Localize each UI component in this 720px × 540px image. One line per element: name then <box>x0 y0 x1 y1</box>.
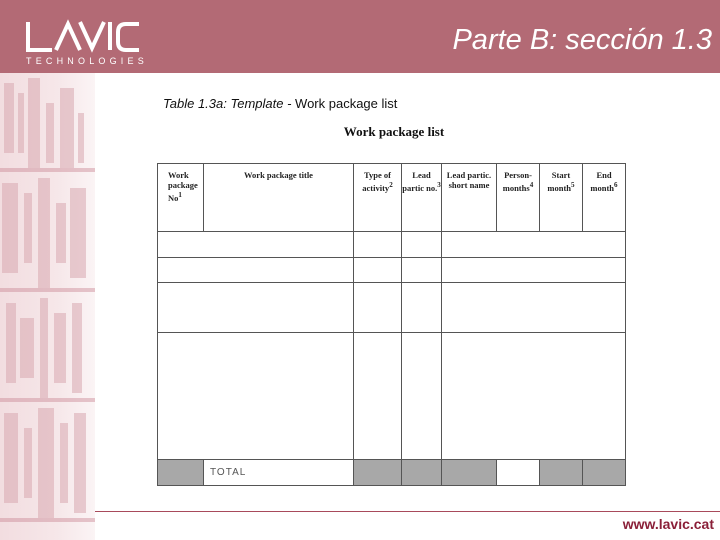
lavic-logo <box>22 18 152 70</box>
slide-title: Parte B: sección 1.3 <box>452 24 712 56</box>
caption-text: Work package list <box>295 96 398 111</box>
table-cell[interactable] <box>354 283 402 333</box>
col-header-start-month: Start month$^5$ <box>540 164 583 232</box>
table-cell[interactable] <box>158 258 354 283</box>
work-package-table <box>157 163 626 486</box>
table-cell[interactable] <box>158 232 354 258</box>
table-cell[interactable] <box>442 232 626 258</box>
col-header-wp-no: Work package No$^1$ <box>158 164 204 232</box>
col-header-wp-title: Work package title <box>204 164 354 232</box>
table-row <box>158 232 626 258</box>
total-shaded-cell <box>158 460 204 486</box>
total-person-months-cell[interactable] <box>497 460 540 486</box>
lavic-logo-mark <box>22 18 142 54</box>
total-label: TOTAL <box>204 460 354 486</box>
table-heading-text: Work package list <box>343 124 445 139</box>
col-header-end-month: End month$^6$ <box>583 164 626 232</box>
total-shaded-cell <box>540 460 583 486</box>
footer-divider <box>95 511 720 512</box>
table-cell[interactable] <box>402 283 442 333</box>
col-header-activity-type: Type of activity$^2$ <box>354 164 402 232</box>
total-shaded-cell <box>583 460 626 486</box>
total-shaded-cell <box>402 460 442 486</box>
table-total-row <box>158 460 626 486</box>
slide-header <box>0 0 720 73</box>
table-header-row <box>158 164 626 232</box>
table-cell[interactable] <box>402 232 442 258</box>
table-cell[interactable] <box>158 333 354 460</box>
logo-subtext: TECHNOLOGIES <box>26 56 148 66</box>
table-cell[interactable] <box>442 333 626 460</box>
total-shaded-cell <box>442 460 497 486</box>
table-cell[interactable] <box>354 232 402 258</box>
footer-url[interactable]: www.lavic.cat <box>622 516 714 532</box>
table-caption <box>163 96 397 111</box>
table-cell[interactable] <box>354 333 402 460</box>
table-cell[interactable] <box>442 258 626 283</box>
col-header-lead-partic-no: Lead partic no.$^3$ <box>402 164 442 232</box>
table-cell[interactable] <box>158 283 354 333</box>
table-row <box>158 283 626 333</box>
caption-prefix: Table 1.3a: Template - <box>163 96 292 111</box>
table-cell[interactable] <box>354 258 402 283</box>
table-cell[interactable] <box>402 333 442 460</box>
library-background-image <box>0 73 95 540</box>
col-header-lead-partic-name: Lead partic. short name <box>442 164 497 232</box>
table-heading <box>0 124 720 140</box>
col-header-person-months: Person-months$^4$ <box>497 164 540 232</box>
table-cell[interactable] <box>402 258 442 283</box>
table-cell[interactable] <box>442 283 626 333</box>
total-shaded-cell <box>354 460 402 486</box>
table-row <box>158 258 626 283</box>
decorative-sidebar <box>0 73 95 540</box>
table-row <box>158 333 626 460</box>
